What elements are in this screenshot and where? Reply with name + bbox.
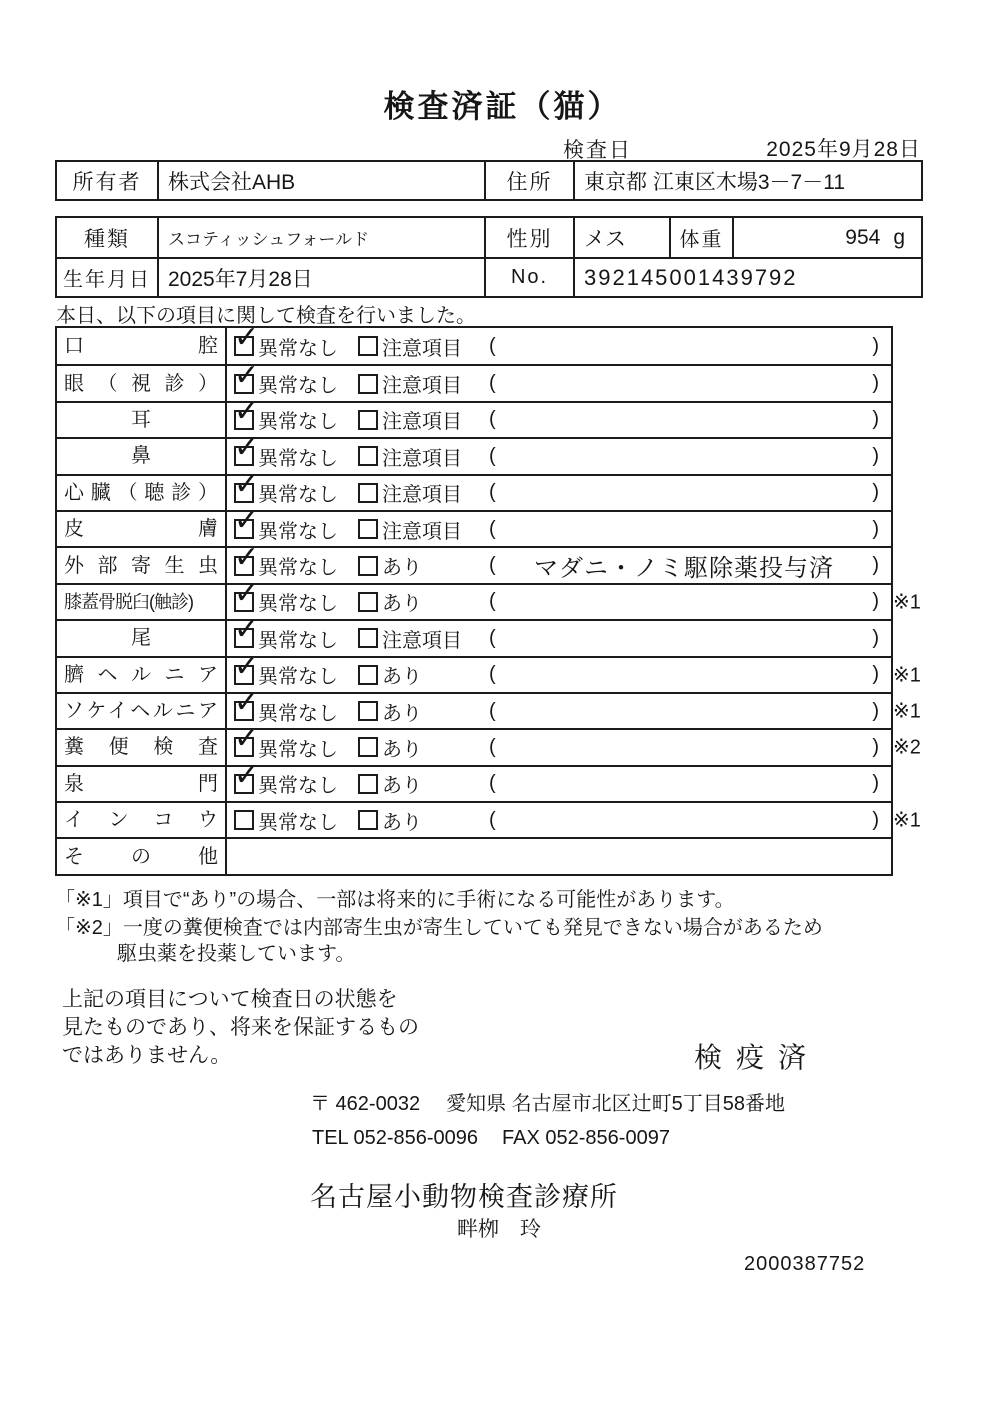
option-label: 異常なし: [258, 629, 338, 652]
inspection-row: [57, 321, 891, 364]
checkbox-checked-icon: [234, 613, 260, 648]
option-label: 異常なし: [258, 811, 338, 834]
close-paren: ): [872, 554, 879, 577]
row-label: 泉 門: [64, 772, 218, 795]
open-paren: (: [489, 372, 496, 395]
footnote-2-line1: 「※2」一度の糞便検査では内部寄生虫が寄生していても発見できない場合があるため: [55, 917, 823, 939]
option-label: 異常なし: [258, 702, 338, 725]
remarks-area: [489, 700, 891, 723]
row-label-cell: [57, 548, 227, 582]
owner-row: [57, 162, 921, 199]
row-content-cell: [227, 576, 891, 619]
checkbox-unchecked-icon: [358, 336, 378, 356]
row-content-cell: [227, 758, 891, 801]
option-label: あり: [382, 811, 422, 834]
result-normal-option: [234, 467, 358, 507]
row-content-cell: [227, 540, 891, 583]
close-paren: ): [872, 808, 879, 831]
checkbox-checked-icon: [234, 467, 260, 503]
checkbox-unchecked-icon: [358, 556, 378, 576]
checkbox-unchecked-icon: [358, 665, 378, 685]
row-content-cell: [227, 431, 891, 473]
result-normal-option: [234, 540, 358, 580]
checkbox-checked-icon: [234, 540, 260, 576]
remarks-area: [489, 736, 891, 759]
option-label: 異常なし: [258, 337, 338, 360]
inspection-row: [57, 576, 921, 619]
option-label: 異常なし: [258, 411, 338, 434]
clinic-name: 名古屋小動物検査診療所: [310, 1182, 618, 1212]
open-paren: (: [489, 334, 496, 357]
result-flag-option: [358, 587, 489, 616]
check-icon: ✓: [234, 576, 260, 610]
option-label: 異常なし: [258, 593, 338, 616]
close-paren: ): [872, 481, 879, 504]
remarks-area: [489, 408, 891, 431]
quarantine-passed-stamp: 検疫済: [694, 1042, 821, 1073]
row-label: 鼻: [131, 445, 151, 468]
birth-value: 2025年7月28日: [157, 259, 484, 296]
row-label-cell: [57, 585, 227, 619]
birth-label: 生年月日: [63, 269, 151, 291]
result-flag-option: [358, 551, 489, 580]
close-paren: ): [872, 735, 879, 758]
weight-unit: g: [893, 225, 905, 249]
inspection-row: [57, 431, 891, 473]
option-label: 異常なし: [258, 375, 338, 398]
remarks-area: [489, 518, 891, 541]
check-icon: ✓: [234, 431, 260, 465]
inspection-row: [57, 837, 891, 873]
check-icon: ✓: [234, 540, 260, 574]
check-icon: ✓: [234, 358, 260, 392]
footnote-mark: ※1: [893, 700, 921, 723]
result-flag-option: [358, 806, 489, 835]
checkbox-checked-icon: [234, 321, 260, 356]
row-label: 膝蓋骨脱臼(触診): [64, 591, 193, 612]
inspection-row: [57, 540, 891, 583]
row-label-cell: [57, 512, 227, 546]
inspection-table: [55, 321, 921, 876]
result-normal-option: [234, 358, 358, 398]
check-icon: ✓: [234, 649, 260, 683]
open-paren: (: [489, 444, 496, 467]
remarks-area: [489, 772, 891, 795]
disclaimer-text: [62, 986, 419, 1070]
checkbox-unchecked-icon: [358, 519, 378, 539]
inspection-row: [57, 613, 891, 655]
animal-row-1: [57, 218, 921, 257]
row-label: 心 臓 （ 聴 診 ）: [64, 481, 218, 504]
checkbox-checked-icon: [234, 686, 260, 721]
checkbox-checked-icon: [234, 504, 260, 539]
row-label-cell: [57, 621, 227, 655]
checkbox-unchecked-icon: [358, 592, 378, 612]
row-content-cell: [227, 504, 891, 546]
clinic-tel: TEL 052-856-0096: [312, 1127, 479, 1149]
option-label: 異常なし: [258, 557, 338, 580]
option-label: あり: [382, 738, 422, 761]
footnote-mark: ※1: [893, 809, 921, 832]
owner-value: 株式会社AHB: [157, 162, 484, 199]
checkbox-checked-icon: [234, 431, 260, 466]
result-normal-option: [234, 722, 358, 762]
inspection-row: [57, 801, 921, 837]
row-label-cell: [57, 839, 227, 873]
result-normal-option: [234, 758, 358, 798]
row-content-cell: [227, 686, 891, 728]
checkbox-unchecked-icon: [358, 774, 378, 794]
row-label-cell: [57, 328, 227, 364]
option-label: 注意項目: [382, 484, 462, 507]
result-normal-option: [234, 806, 358, 835]
weight-value: 954: [845, 225, 881, 249]
row-content-cell: [227, 467, 891, 510]
row-label-cell: [57, 803, 227, 837]
result-flag-option: [358, 515, 489, 544]
result-normal-option: [234, 321, 358, 361]
row-label: 外 部 寄 生 虫: [64, 554, 218, 577]
remarks-area: [489, 809, 891, 832]
checkbox-checked-icon: [234, 758, 260, 794]
owner-address-label: 住所: [484, 162, 573, 199]
row-content-cell: [227, 839, 891, 873]
row-label: そ の 他: [64, 845, 218, 868]
result-normal-option: [234, 576, 358, 616]
disclaimer-line: 上記の項目について検査日の状態を: [62, 988, 398, 1011]
result-flag-option: [358, 660, 489, 689]
sex-value: メス: [573, 218, 669, 257]
open-paren: (: [489, 517, 496, 540]
option-label: 注意項目: [382, 375, 462, 398]
row-content-cell: [227, 722, 891, 764]
option-label: あり: [382, 775, 422, 798]
disclaimer-line: 見たものであり、将来を保証するもの: [62, 1016, 419, 1039]
check-icon: ✓: [234, 394, 260, 428]
result-normal-option: [234, 504, 358, 544]
footnote-mark: ※1: [893, 591, 921, 614]
checkbox-unchecked-icon: [358, 483, 378, 503]
row-label-cell: [57, 476, 227, 510]
row-label: 臍 ヘ ル ニ ア: [64, 663, 218, 686]
option-label: 異常なし: [258, 666, 338, 689]
inspection-row: [57, 649, 921, 692]
close-paren: ): [872, 408, 879, 431]
animal-row-2: [57, 257, 921, 296]
result-normal-option: [234, 613, 358, 653]
checkbox-unchecked-icon: [234, 810, 254, 830]
species-value: スコティッシュフォールド: [157, 218, 484, 257]
open-paren: (: [489, 408, 496, 431]
checkbox-checked-icon: [234, 358, 260, 394]
owner-table: [55, 160, 923, 201]
row-label: ソケイヘルニア: [64, 700, 218, 723]
clinic-address: 愛知県 名古屋市北区辻町5丁目58番地: [446, 1093, 786, 1115]
footnote-mark: ※1: [893, 664, 921, 687]
animal-table: [55, 216, 923, 298]
close-paren: ): [872, 772, 879, 795]
check-icon: ✓: [234, 758, 260, 792]
open-paren: (: [489, 735, 496, 758]
row-label: 口 腔: [64, 335, 218, 358]
option-label: 異常なし: [258, 484, 338, 507]
row-label-cell: [57, 439, 227, 473]
checkbox-unchecked-icon: [358, 701, 378, 721]
result-flag-option: [358, 697, 489, 726]
result-flag-option: [358, 733, 489, 762]
option-label: 注意項目: [382, 337, 462, 360]
row-label-cell: [57, 730, 227, 764]
close-paren: ): [872, 699, 879, 722]
inspection-row: [57, 358, 891, 400]
page-title: 検査済証（猫）: [383, 89, 622, 124]
open-paren: (: [489, 626, 496, 649]
remarks-area: [489, 590, 891, 613]
document-number: 2000387752: [744, 1253, 866, 1275]
inspection-row: [57, 758, 891, 801]
remarks-area: [489, 445, 891, 468]
row-label: 糞 便 検 査: [64, 736, 218, 759]
clinic-contact-line: [312, 1127, 670, 1150]
close-paren: ): [872, 517, 879, 540]
intro-text: 本日、以下の項目に関して検査を行いました。: [56, 305, 476, 327]
inspection-row: [57, 467, 891, 510]
result-normal-option: [234, 649, 358, 689]
checkbox-checked-icon: [234, 722, 260, 757]
close-paren: ): [872, 663, 879, 686]
no-value: 392145001439792: [573, 259, 921, 296]
result-flag-option: [358, 624, 489, 653]
result-flag-option: [358, 332, 489, 361]
row-content-cell: [227, 321, 891, 364]
exam-date-value: 2025年9月28日: [766, 138, 921, 161]
close-paren: ): [872, 626, 879, 649]
checkbox-checked-icon: [234, 649, 260, 685]
checkbox-unchecked-icon: [358, 628, 378, 648]
row-content-cell: [227, 358, 891, 400]
clinic-address-line: [310, 1087, 785, 1116]
remarks-area: [489, 372, 891, 395]
inspection-row: [57, 686, 921, 728]
veterinarian-name: 畔栁 玲: [457, 1218, 541, 1241]
owner-address-value: 東京都 江東区木場3－7－11: [573, 162, 921, 199]
check-icon: ✓: [234, 504, 260, 538]
row-content-cell: [227, 394, 891, 437]
row-label: 皮 膚: [64, 518, 218, 541]
check-icon: ✓: [234, 467, 260, 501]
checkbox-unchecked-icon: [358, 374, 378, 394]
option-label: 異常なし: [258, 520, 338, 543]
clinic-postal-code: 〒 462-0032: [310, 1093, 421, 1115]
result-flag-option: [358, 369, 489, 398]
checkbox-checked-icon: [234, 576, 260, 612]
option-label: あり: [382, 593, 422, 616]
footnote-2-line2: 駆虫薬を投薬しています。: [117, 943, 356, 965]
close-paren: ): [872, 372, 879, 395]
option-label: 注意項目: [382, 447, 462, 470]
exam-date-label: 検査日: [563, 139, 632, 162]
remarks-area: [489, 663, 891, 686]
weight-cell: [732, 218, 921, 257]
open-paren: (: [489, 590, 496, 613]
option-label: あり: [382, 557, 422, 580]
row-label-cell: [57, 694, 227, 728]
row-label: 耳: [131, 408, 151, 431]
species-label: 種類: [84, 227, 130, 251]
close-paren: ): [872, 444, 879, 467]
row-label: 尾: [131, 627, 151, 650]
remarks-value: マダニ・ノミ駆除薬投与済: [534, 555, 834, 583]
result-normal-option: [234, 686, 358, 726]
clinic-fax: FAX 052-856-0097: [502, 1127, 670, 1149]
result-flag-option: [358, 442, 489, 471]
result-normal-option: [234, 394, 358, 434]
result-flag-option: [358, 769, 489, 798]
close-paren: ): [872, 590, 879, 613]
close-paren: ): [872, 334, 879, 357]
option-label: あり: [382, 666, 422, 689]
option-label: 注意項目: [382, 520, 462, 543]
row-label: 眼 （ 視 診 ）: [64, 372, 218, 395]
check-icon: ✓: [234, 686, 260, 720]
option-label: 異常なし: [258, 738, 338, 761]
inspection-row: [57, 722, 921, 764]
open-paren: (: [489, 808, 496, 831]
disclaimer-line: ではありません。: [62, 1044, 232, 1067]
option-label: あり: [382, 702, 422, 725]
footnote-1: 「※1」項目で“あり”の場合、一部は将来的に手術になる可能性があります。: [55, 889, 735, 911]
open-paren: (: [489, 663, 496, 686]
row-content-cell: [227, 613, 891, 655]
checkbox-unchecked-icon: [358, 737, 378, 757]
result-normal-option: [234, 431, 358, 471]
open-paren: (: [489, 699, 496, 722]
option-label: 注意項目: [382, 411, 462, 434]
option-label: 異常なし: [258, 447, 338, 470]
row-label-cell: [57, 767, 227, 801]
row-label-cell: [57, 366, 227, 400]
remarks-area: [489, 335, 891, 358]
checkbox-unchecked-icon: [358, 410, 378, 430]
result-flag-option: [358, 478, 489, 507]
row-content-cell: [227, 803, 891, 837]
open-paren: (: [489, 554, 496, 577]
owner-label: 所有者: [72, 170, 142, 194]
open-paren: (: [489, 481, 496, 504]
remarks-area: [489, 481, 891, 504]
option-label: 注意項目: [382, 629, 462, 652]
result-flag-option: [358, 405, 489, 434]
remarks-area: [489, 627, 891, 650]
remarks-area: [489, 548, 891, 583]
check-icon: ✓: [234, 722, 260, 756]
checkbox-unchecked-icon: [358, 446, 378, 466]
checkbox-unchecked-icon: [358, 810, 378, 830]
check-icon: ✓: [234, 613, 260, 647]
sex-label: 性別: [484, 218, 573, 257]
row-label: イ ン コ ウ: [64, 809, 218, 832]
row-label-cell: [57, 658, 227, 692]
check-icon: ✓: [234, 321, 260, 355]
row-label-cell: [57, 403, 227, 437]
footnote-mark: ※2: [893, 736, 921, 759]
open-paren: (: [489, 772, 496, 795]
weight-label: 体重: [669, 218, 732, 257]
option-label: 異常なし: [258, 775, 338, 798]
checkbox-checked-icon: [234, 394, 260, 430]
inspection-row: [57, 504, 891, 546]
row-content-cell: [227, 649, 891, 692]
inspection-row: [57, 394, 891, 437]
no-label: No.: [484, 259, 573, 296]
